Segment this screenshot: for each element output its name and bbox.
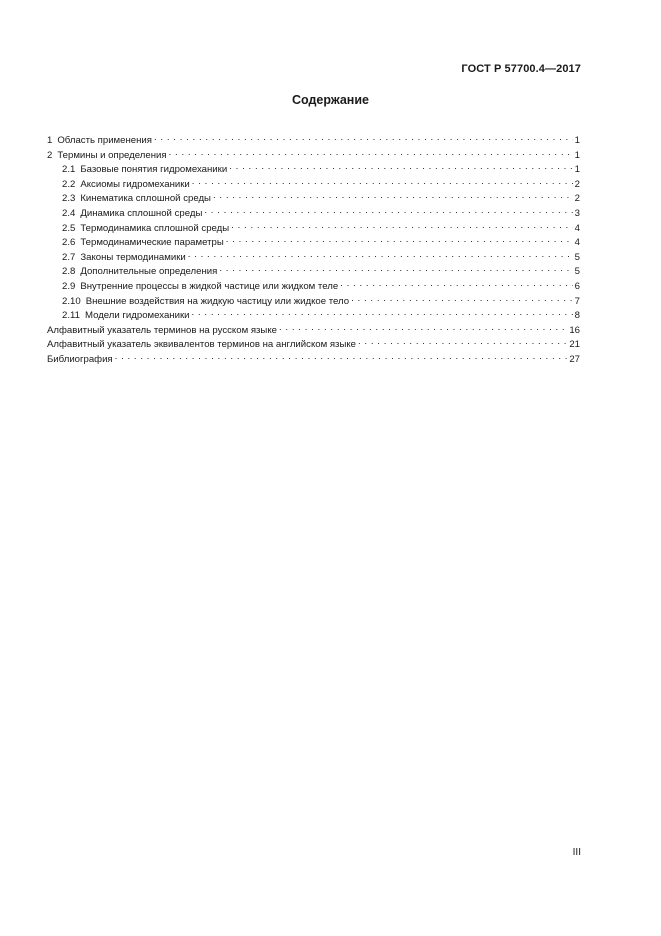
- toc-entry[interactable]: [47, 250, 580, 265]
- table-of-contents: [47, 133, 580, 367]
- toc-entry-number: 2: [47, 149, 53, 161]
- toc-entry-label: Динамика сплошной среды: [80, 207, 203, 219]
- toc-entry-label: Кинематика сплошной среды: [80, 193, 211, 205]
- toc-entry-page: 6: [574, 280, 580, 292]
- toc-entry-page: 7: [574, 295, 580, 307]
- toc-entry[interactable]: [47, 308, 580, 323]
- toc-entry-number: 2.9: [62, 280, 76, 292]
- toc-leader-dots: [154, 134, 573, 144]
- toc-entry-label: Термины и определения: [57, 149, 167, 161]
- document-header-standard: ГОСТ Р 57700.4—2017: [461, 63, 581, 75]
- toc-entry-label: Дополнительные определения: [80, 266, 218, 278]
- toc-entry-page: 1: [574, 149, 580, 161]
- toc-leader-dots: [188, 251, 573, 261]
- toc-entry-label: Базовые понятия гидромеханики: [80, 164, 228, 176]
- toc-entry-number: 2.5: [62, 222, 76, 234]
- toc-entry[interactable]: [47, 235, 580, 250]
- toc-entry-number: 2.10: [62, 295, 81, 307]
- toc-entry-number: 2.3: [62, 193, 76, 205]
- toc-entry[interactable]: [47, 133, 580, 148]
- toc-entry-page: 2: [574, 193, 580, 205]
- toc-entry[interactable]: [47, 177, 580, 192]
- toc-entry-label: Алфавитный указатель эквивалентов терминов на английском языке: [47, 339, 356, 351]
- toc-leader-dots: [340, 280, 572, 290]
- toc-entry-label: Модели гидромеханики: [84, 310, 190, 322]
- toc-entry-label: Законы термодинамики: [80, 251, 186, 263]
- toc-leader-dots: [351, 295, 573, 305]
- toc-entry-page: 8: [574, 310, 580, 322]
- toc-entry-page: 5: [574, 251, 580, 263]
- toc-entry[interactable]: [47, 279, 580, 294]
- toc-leader-dots: [219, 265, 572, 275]
- page-title: Содержание: [291, 93, 369, 107]
- toc-leader-dots: [279, 324, 567, 334]
- toc-leader-dots: [192, 309, 573, 319]
- toc-leader-dots: [231, 222, 573, 232]
- toc-entry[interactable]: [47, 148, 580, 163]
- toc-entry[interactable]: [47, 162, 580, 177]
- toc-entry[interactable]: [47, 191, 580, 206]
- toc-entry-number: 2.4: [62, 207, 76, 219]
- toc-entry-number: 2.2: [62, 178, 76, 190]
- toc-entry[interactable]: [47, 337, 580, 352]
- toc-entry-label: Внутренние процессы в жидкой частице или жидком теле: [80, 280, 339, 292]
- toc-entry[interactable]: [47, 294, 580, 309]
- toc-entry-label: Термодинамика сплошной среды: [80, 222, 230, 234]
- toc-entry-number: 2.11: [62, 310, 80, 322]
- toc-entry-number: 2.1: [62, 164, 76, 176]
- toc-leader-dots: [213, 192, 573, 202]
- toc-entry-page: 4: [574, 237, 580, 249]
- toc-entry[interactable]: [47, 221, 580, 236]
- toc-entry[interactable]: [47, 206, 580, 221]
- toc-entry-label: Аксиомы гидромеханики: [80, 178, 190, 190]
- toc-entry[interactable]: [47, 264, 580, 279]
- toc-entry-page: 3: [574, 207, 580, 219]
- toc-leader-dots: [169, 149, 573, 159]
- toc-entry-page: 1: [574, 135, 580, 146]
- toc-entry-page: 27: [569, 353, 580, 365]
- toc-entry-page: 21: [569, 339, 580, 351]
- toc-entry-page: 5: [574, 266, 580, 278]
- toc-entry-number: 1: [47, 135, 53, 146]
- toc-leader-dots: [226, 236, 573, 246]
- toc-entry-number: 2.6: [62, 237, 76, 249]
- toc-entry-label: Внешние воздействия на жидкую частицу или жидкое тело: [85, 295, 350, 307]
- toc-entry-page: 1: [574, 164, 580, 176]
- toc-leader-dots: [229, 163, 572, 173]
- toc-leader-dots: [115, 353, 568, 363]
- toc-entry-page: 4: [574, 222, 580, 234]
- toc-entry-page: 2: [574, 178, 580, 190]
- toc-leader-dots: [204, 207, 572, 217]
- toc-leader-dots: [358, 338, 567, 348]
- toc-entry-label: Область применения: [57, 135, 152, 146]
- toc-entry-label: Термодинамические параметры: [80, 237, 224, 249]
- toc-entry-label: Библиография: [47, 353, 113, 365]
- toc-entry[interactable]: [47, 352, 580, 367]
- toc-leader-dots: [192, 178, 573, 188]
- toc-entry-number: 2.8: [62, 266, 76, 278]
- toc-entry[interactable]: [47, 323, 580, 338]
- page-number: III: [572, 847, 581, 858]
- toc-entry-page: 16: [569, 324, 580, 336]
- toc-entry-number: 2.7: [62, 251, 76, 263]
- toc-entry-label: Алфавитный указатель терминов на русском языке: [47, 324, 277, 336]
